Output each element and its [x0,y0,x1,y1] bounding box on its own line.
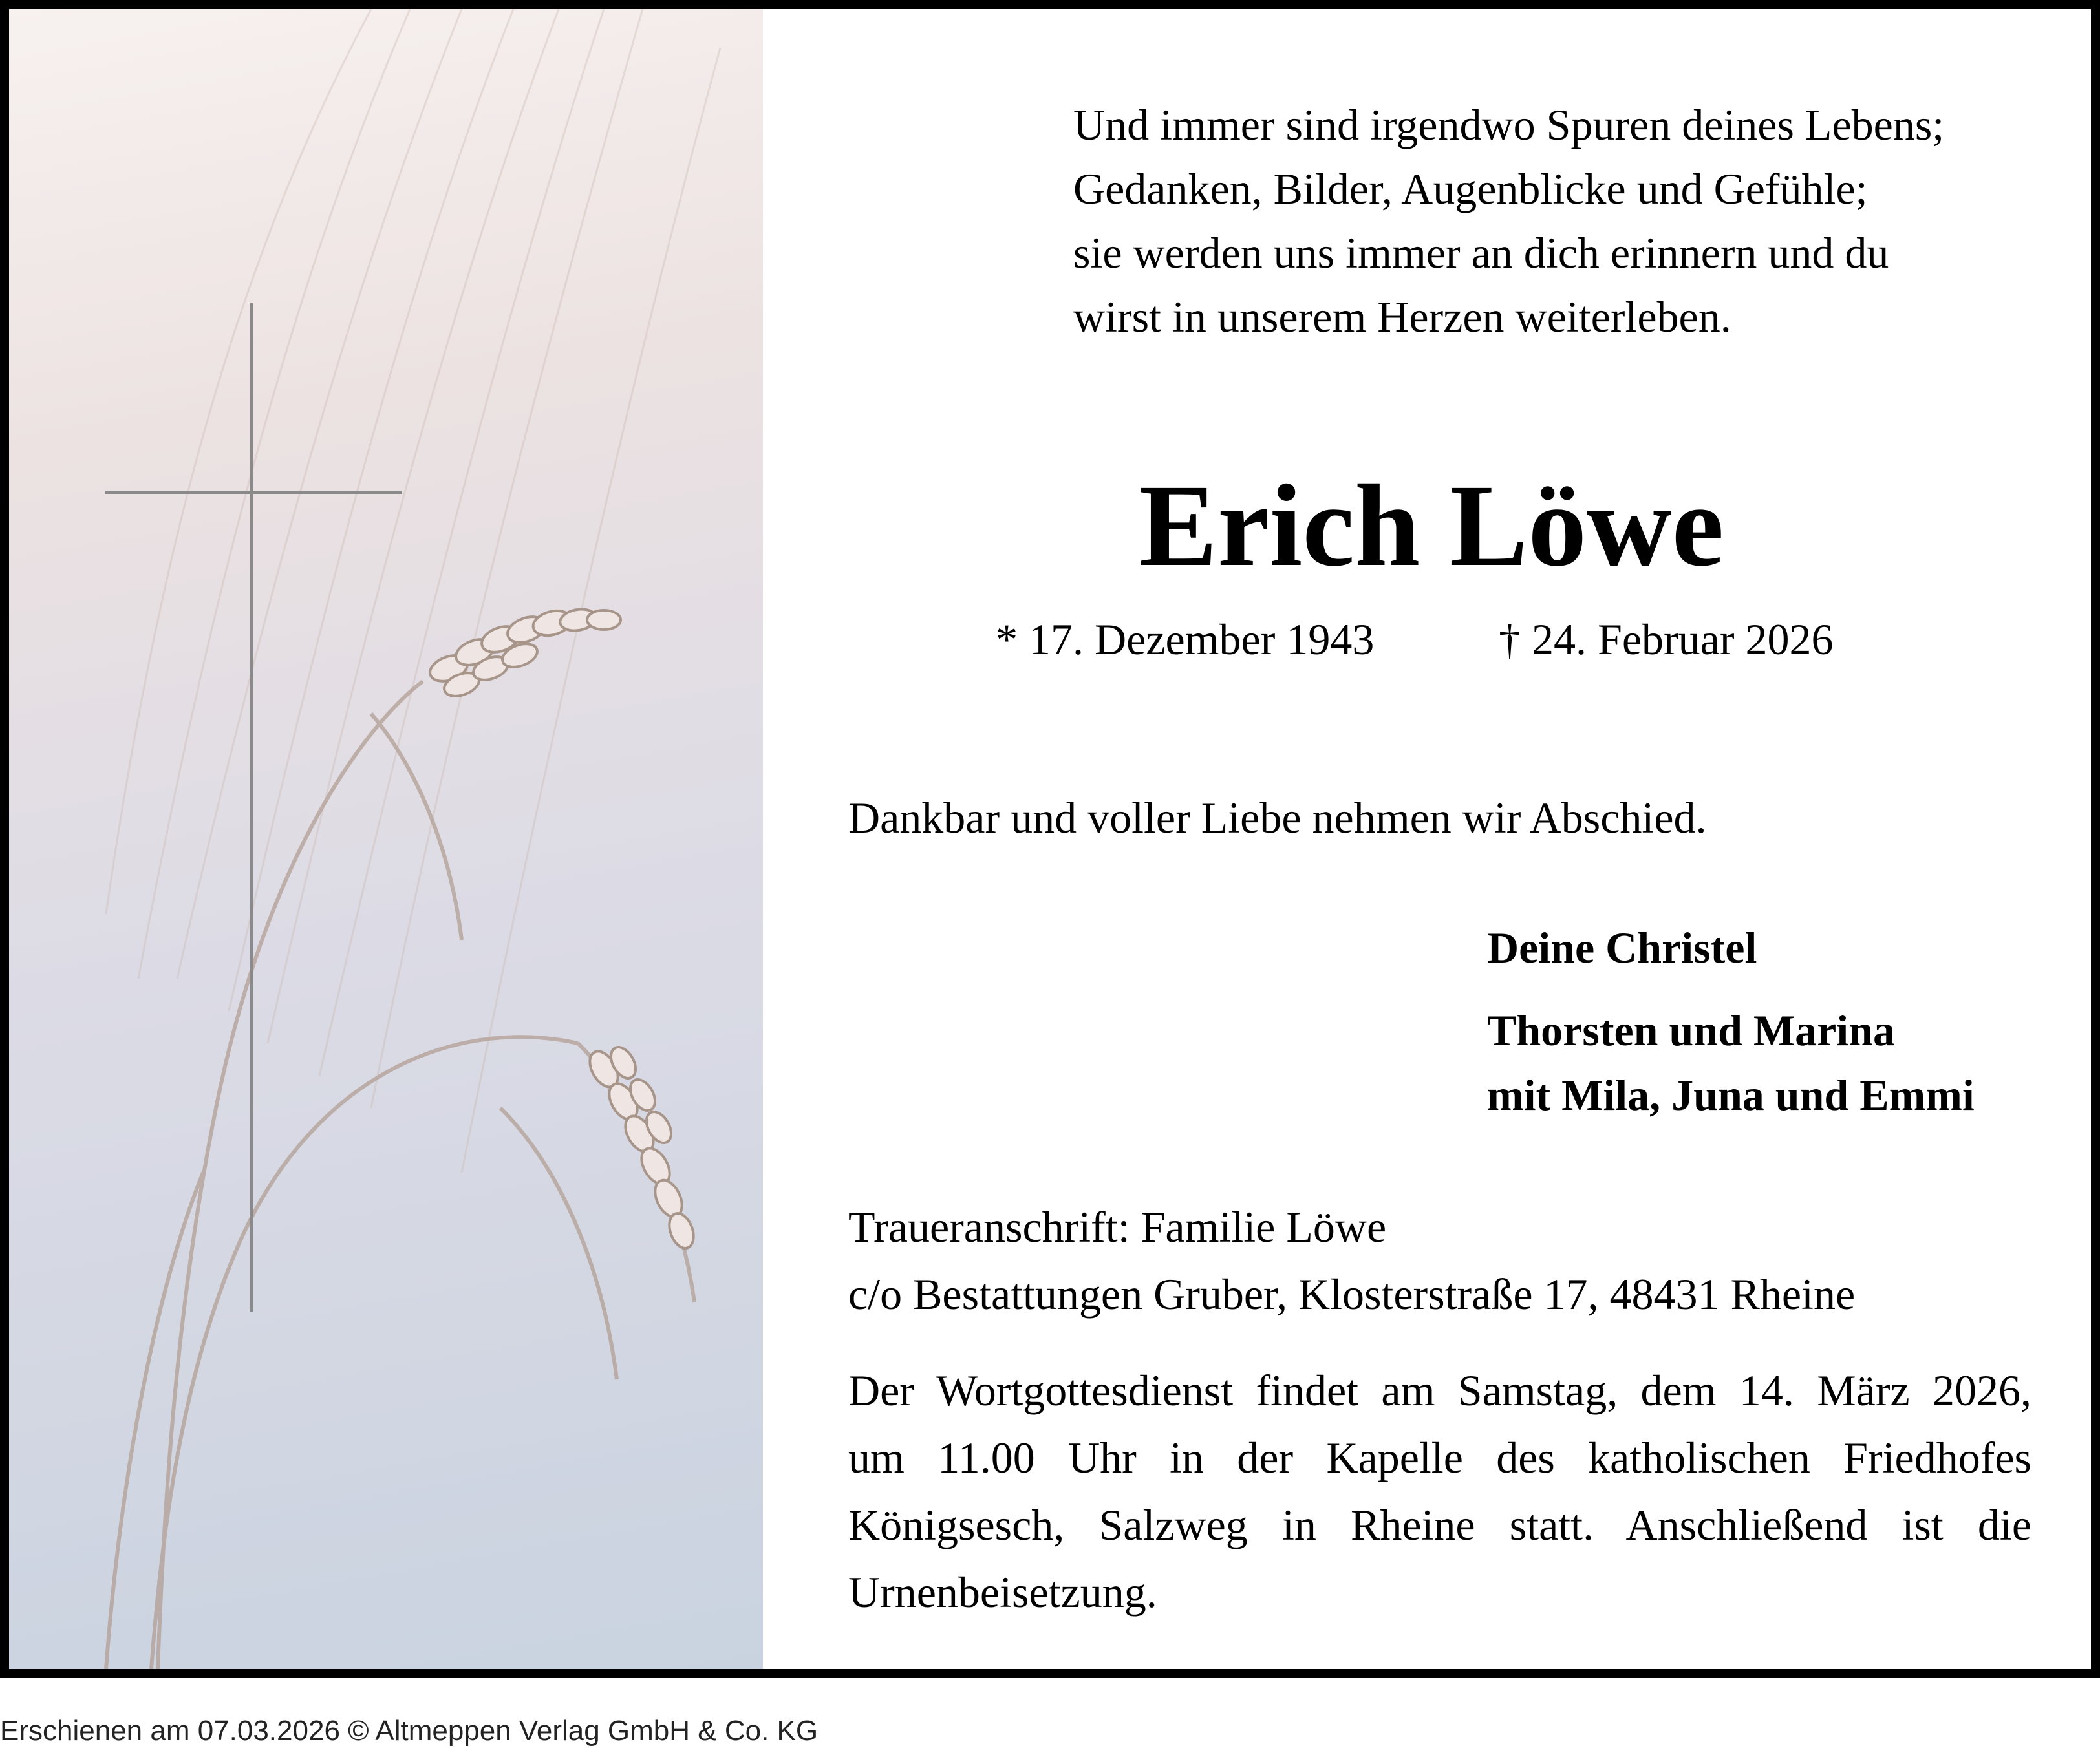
death-date: † 24. Februar 2026 [1499,615,1834,664]
poem-line: Und immer sind irgendwo Spuren deines Lebens; [1073,100,1945,149]
birth-date: * 17. Dezember 1943 [996,615,1375,664]
address-line: Traueranschrift: Familie Löwe [848,1202,1387,1251]
wheat-ears-image [9,9,763,1669]
address-line: c/o Bestattungen Gruber, Klosterstraße 17, 48431 Rheine [848,1270,1856,1319]
cross-icon [105,303,402,1312]
signers [1487,915,1975,1127]
service-line: um 11.00 Uhr in der Kapelle des katholischen Friedhofes [848,1433,2031,1482]
poem-line: sie werden uns immer an dich erinnern und du [1073,228,1889,277]
poem-line: Gedanken, Bilder, Augenblicke und Gefühle; [1073,164,1868,213]
deceased-name: Erich Löwe [1139,461,1724,591]
service-line: Königsesch, Salzweg in Rheine statt. Anschließend ist die [848,1500,2031,1549]
mourning-address [848,1193,1855,1328]
poem-line: wirst in unserem Herzen weiterleben. [1073,292,1731,341]
farewell-text: Dankbar und voller Liebe nehmen wir Abschied. [848,793,1707,842]
service-line: Der Wortgottesdienst findet am Samstag, dem 14. März 2026, [848,1366,2031,1415]
signer-line: Deine Christel [1487,923,1757,972]
service-info [848,1357,2031,1626]
signer-line: mit Mila, Juna und Emmi [1487,1070,1975,1120]
service-line: Urnenbeisetzung. [848,1568,1157,1617]
poem [1073,93,2056,349]
signer-line: Thorsten und Marina [1487,1006,1895,1055]
publication-footer: Erschienen am 07.03.2026 © Altmeppen Verlag GmbH & Co. KG [0,1715,819,1747]
wheat-ear-upper [427,606,621,700]
wheat-ear-lower [584,1043,698,1251]
wheat-illustration [9,9,763,1669]
